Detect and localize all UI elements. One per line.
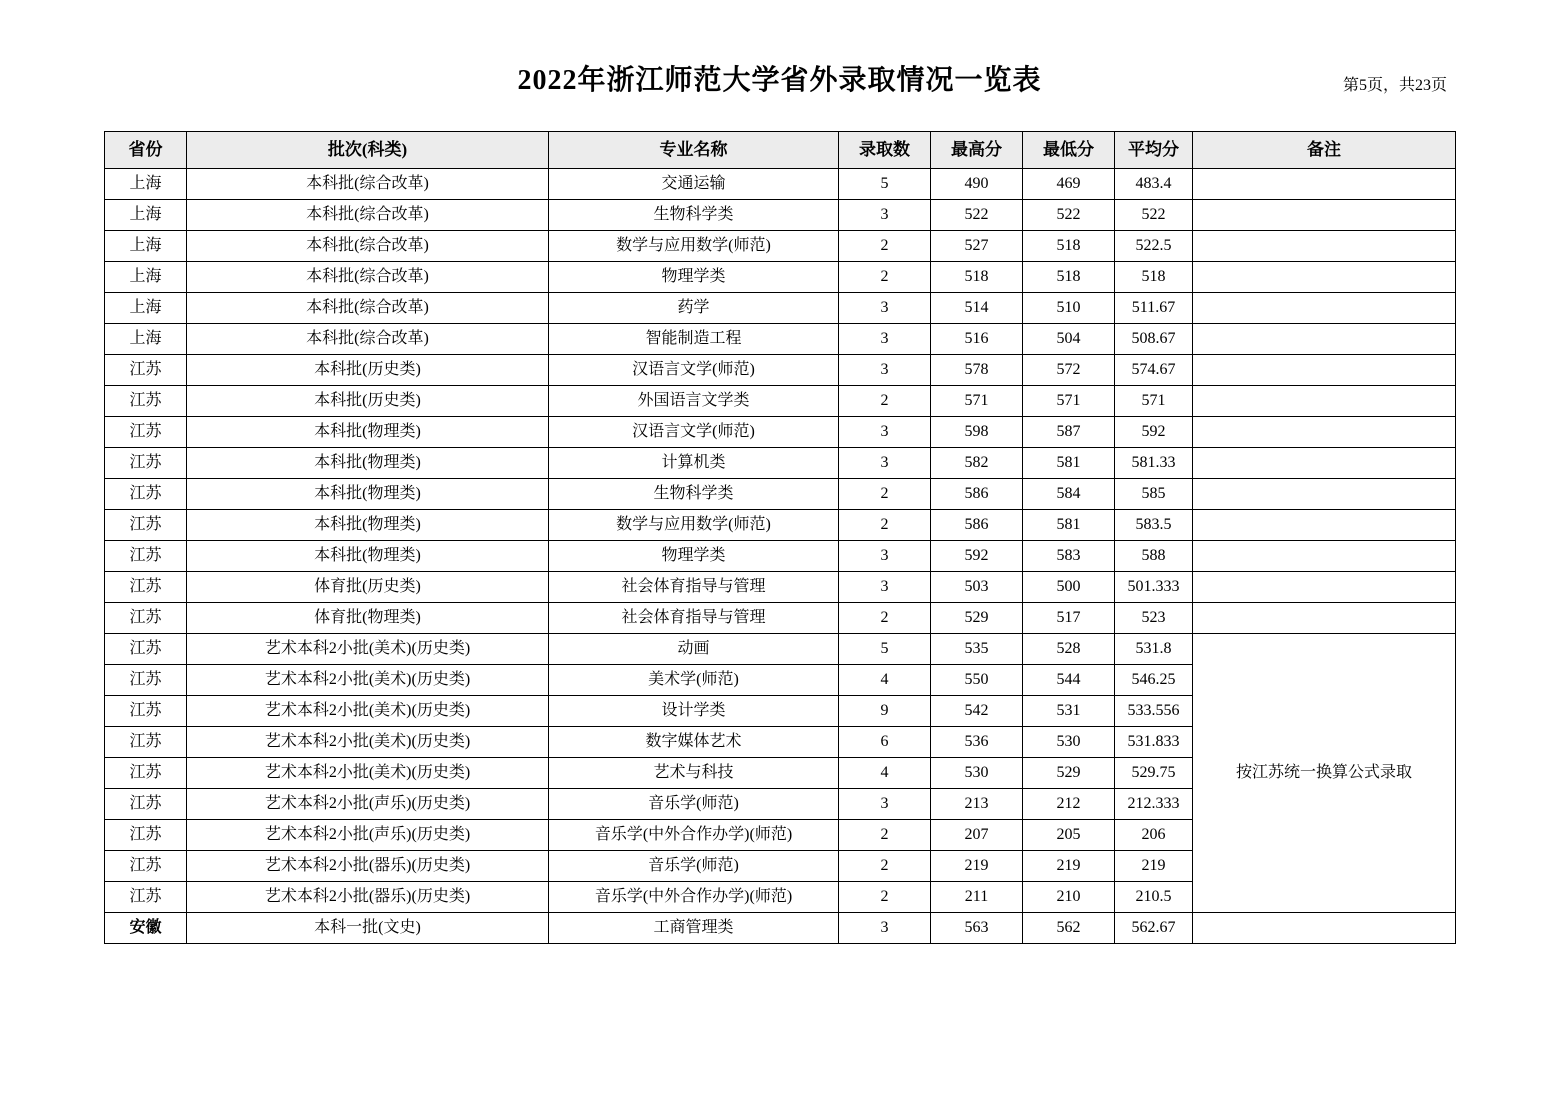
cell-batch: 本科批(综合改革) bbox=[187, 231, 549, 262]
cell-avg-score: 219 bbox=[1115, 851, 1193, 882]
cell-batch: 艺术本科2小批(器乐)(历史类) bbox=[187, 882, 549, 913]
cell-major: 智能制造工程 bbox=[549, 324, 839, 355]
cell-major: 社会体育指导与管理 bbox=[549, 603, 839, 634]
cell-max-score: 535 bbox=[931, 634, 1023, 665]
cell-count: 3 bbox=[839, 355, 931, 386]
cell-max-score: 592 bbox=[931, 541, 1023, 572]
cell-avg-score: 583.5 bbox=[1115, 510, 1193, 541]
column-header-note: 备注 bbox=[1193, 132, 1456, 169]
cell-avg-score: 588 bbox=[1115, 541, 1193, 572]
cell-max-score: 516 bbox=[931, 324, 1023, 355]
table-row bbox=[105, 262, 1456, 293]
cell-max-score: 586 bbox=[931, 479, 1023, 510]
column-header-major: 专业名称 bbox=[549, 132, 839, 169]
cell-batch: 艺术本科2小批(美术)(历史类) bbox=[187, 696, 549, 727]
cell-province: 江苏 bbox=[105, 603, 187, 634]
cell-avg-score: 518 bbox=[1115, 262, 1193, 293]
cell-province: 江苏 bbox=[105, 355, 187, 386]
cell-major: 物理学类 bbox=[549, 541, 839, 572]
cell-max-score: 563 bbox=[931, 913, 1023, 944]
column-header-min-score: 最低分 bbox=[1023, 132, 1115, 169]
cell-batch: 本科一批(文史) bbox=[187, 913, 549, 944]
cell-province: 江苏 bbox=[105, 851, 187, 882]
cell-avg-score: 546.25 bbox=[1115, 665, 1193, 696]
cell-batch: 本科批(综合改革) bbox=[187, 293, 549, 324]
cell-max-score: 207 bbox=[931, 820, 1023, 851]
cell-major: 生物科学类 bbox=[549, 200, 839, 231]
cell-note bbox=[1193, 417, 1456, 448]
cell-avg-score: 501.333 bbox=[1115, 572, 1193, 603]
cell-batch: 本科批(物理类) bbox=[187, 479, 549, 510]
table-row bbox=[105, 541, 1456, 572]
cell-max-score: 550 bbox=[931, 665, 1023, 696]
cell-max-score: 213 bbox=[931, 789, 1023, 820]
cell-batch: 体育批(历史类) bbox=[187, 572, 549, 603]
cell-major: 数字媒体艺术 bbox=[549, 727, 839, 758]
cell-major: 音乐学(中外合作办学)(师范) bbox=[549, 820, 839, 851]
cell-batch: 体育批(物理类) bbox=[187, 603, 549, 634]
cell-major: 工商管理类 bbox=[549, 913, 839, 944]
cell-count: 3 bbox=[839, 913, 931, 944]
cell-count: 2 bbox=[839, 603, 931, 634]
cell-province: 江苏 bbox=[105, 386, 187, 417]
table-header-row bbox=[105, 132, 1456, 169]
cell-batch: 艺术本科2小批(声乐)(历史类) bbox=[187, 789, 549, 820]
cell-min-score: 531 bbox=[1023, 696, 1115, 727]
cell-max-score: 514 bbox=[931, 293, 1023, 324]
cell-count: 2 bbox=[839, 851, 931, 882]
cell-major: 音乐学(师范) bbox=[549, 789, 839, 820]
cell-count: 3 bbox=[839, 789, 931, 820]
table-row bbox=[105, 200, 1456, 231]
cell-min-score: 518 bbox=[1023, 231, 1115, 262]
cell-avg-score: 523 bbox=[1115, 603, 1193, 634]
cell-batch: 本科批(综合改革) bbox=[187, 169, 549, 200]
cell-province: 江苏 bbox=[105, 510, 187, 541]
cell-max-score: 527 bbox=[931, 231, 1023, 262]
cell-major: 美术学(师范) bbox=[549, 665, 839, 696]
cell-min-score: 205 bbox=[1023, 820, 1115, 851]
column-header-province: 省份 bbox=[105, 132, 187, 169]
table-row bbox=[105, 603, 1456, 634]
cell-min-score: 469 bbox=[1023, 169, 1115, 200]
cell-major: 设计学类 bbox=[549, 696, 839, 727]
cell-max-score: 503 bbox=[931, 572, 1023, 603]
cell-major: 药学 bbox=[549, 293, 839, 324]
cell-avg-score: 531.833 bbox=[1115, 727, 1193, 758]
cell-batch: 艺术本科2小批(美术)(历史类) bbox=[187, 727, 549, 758]
cell-note bbox=[1193, 479, 1456, 510]
cell-batch: 艺术本科2小批(美术)(历史类) bbox=[187, 665, 549, 696]
cell-major: 数学与应用数学(师范) bbox=[549, 510, 839, 541]
table-row bbox=[105, 417, 1456, 448]
column-header-avg-score: 平均分 bbox=[1115, 132, 1193, 169]
cell-min-score: 581 bbox=[1023, 448, 1115, 479]
cell-major: 汉语言文学(师范) bbox=[549, 417, 839, 448]
cell-count: 4 bbox=[839, 758, 931, 789]
cell-major: 数学与应用数学(师范) bbox=[549, 231, 839, 262]
cell-avg-score: 531.8 bbox=[1115, 634, 1193, 665]
cell-avg-score: 581.33 bbox=[1115, 448, 1193, 479]
cell-max-score: 219 bbox=[931, 851, 1023, 882]
cell-major: 音乐学(师范) bbox=[549, 851, 839, 882]
cell-batch: 艺术本科2小批(美术)(历史类) bbox=[187, 758, 549, 789]
cell-max-score: 578 bbox=[931, 355, 1023, 386]
cell-min-score: 522 bbox=[1023, 200, 1115, 231]
cell-count: 5 bbox=[839, 169, 931, 200]
cell-avg-score: 533.556 bbox=[1115, 696, 1193, 727]
cell-avg-score: 571 bbox=[1115, 386, 1193, 417]
cell-max-score: 571 bbox=[931, 386, 1023, 417]
cell-min-score: 544 bbox=[1023, 665, 1115, 696]
cell-major: 外国语言文学类 bbox=[549, 386, 839, 417]
cell-major: 社会体育指导与管理 bbox=[549, 572, 839, 603]
cell-note bbox=[1193, 231, 1456, 262]
table-row bbox=[105, 572, 1456, 603]
cell-min-score: 212 bbox=[1023, 789, 1115, 820]
admission-table bbox=[104, 131, 1456, 944]
cell-count: 2 bbox=[839, 479, 931, 510]
cell-min-score: 571 bbox=[1023, 386, 1115, 417]
cell-max-score: 530 bbox=[931, 758, 1023, 789]
page-number: 第5页，共23页 bbox=[1342, 77, 1447, 94]
cell-avg-score: 562.67 bbox=[1115, 913, 1193, 944]
cell-max-score: 536 bbox=[931, 727, 1023, 758]
cell-province: 上海 bbox=[105, 324, 187, 355]
cell-note bbox=[1193, 913, 1456, 944]
cell-count: 3 bbox=[839, 200, 931, 231]
cell-major: 汉语言文学(师范) bbox=[549, 355, 839, 386]
cell-batch: 本科批(物理类) bbox=[187, 448, 549, 479]
cell-province: 上海 bbox=[105, 262, 187, 293]
column-header-max-score: 最高分 bbox=[931, 132, 1023, 169]
cell-avg-score: 574.67 bbox=[1115, 355, 1193, 386]
cell-province: 江苏 bbox=[105, 634, 187, 665]
cell-avg-score: 508.67 bbox=[1115, 324, 1193, 355]
cell-note bbox=[1193, 448, 1456, 479]
cell-min-score: 510 bbox=[1023, 293, 1115, 324]
cell-count: 9 bbox=[839, 696, 931, 727]
cell-province: 江苏 bbox=[105, 758, 187, 789]
cell-major: 音乐学(中外合作办学)(师范) bbox=[549, 882, 839, 913]
table-row bbox=[105, 634, 1456, 665]
cell-count: 3 bbox=[839, 572, 931, 603]
cell-avg-score: 212.333 bbox=[1115, 789, 1193, 820]
page-title: 2022年浙江师范大学省外录取情况一览表 bbox=[517, 65, 1042, 96]
cell-batch: 本科批(历史类) bbox=[187, 386, 549, 417]
cell-count: 3 bbox=[839, 541, 931, 572]
cell-province: 江苏 bbox=[105, 417, 187, 448]
cell-note bbox=[1193, 355, 1456, 386]
cell-batch: 本科批(物理类) bbox=[187, 541, 549, 572]
cell-province: 江苏 bbox=[105, 727, 187, 758]
cell-count: 5 bbox=[839, 634, 931, 665]
table-row bbox=[105, 510, 1456, 541]
cell-note bbox=[1193, 541, 1456, 572]
cell-note bbox=[1193, 386, 1456, 417]
cell-max-score: 582 bbox=[931, 448, 1023, 479]
table-row bbox=[105, 479, 1456, 510]
cell-major: 生物科学类 bbox=[549, 479, 839, 510]
cell-count: 3 bbox=[839, 417, 931, 448]
cell-batch: 艺术本科2小批(声乐)(历史类) bbox=[187, 820, 549, 851]
cell-count: 2 bbox=[839, 882, 931, 913]
cell-avg-score: 592 bbox=[1115, 417, 1193, 448]
cell-min-score: 581 bbox=[1023, 510, 1115, 541]
cell-count: 2 bbox=[839, 386, 931, 417]
cell-max-score: 211 bbox=[931, 882, 1023, 913]
cell-min-score: 587 bbox=[1023, 417, 1115, 448]
cell-batch: 本科批(物理类) bbox=[187, 417, 549, 448]
cell-province: 上海 bbox=[105, 231, 187, 262]
cell-avg-score: 210.5 bbox=[1115, 882, 1193, 913]
cell-batch: 艺术本科2小批(美术)(历史类) bbox=[187, 634, 549, 665]
cell-batch: 本科批(综合改革) bbox=[187, 200, 549, 231]
cell-major: 动画 bbox=[549, 634, 839, 665]
cell-min-score: 530 bbox=[1023, 727, 1115, 758]
cell-batch: 本科批(物理类) bbox=[187, 510, 549, 541]
cell-province: 上海 bbox=[105, 293, 187, 324]
cell-max-score: 598 bbox=[931, 417, 1023, 448]
table-row bbox=[105, 169, 1456, 200]
cell-note: 按江苏统一换算公式录取 bbox=[1193, 634, 1456, 913]
table-row bbox=[105, 324, 1456, 355]
cell-province: 江苏 bbox=[105, 789, 187, 820]
cell-major: 计算机类 bbox=[549, 448, 839, 479]
cell-max-score: 542 bbox=[931, 696, 1023, 727]
cell-min-score: 517 bbox=[1023, 603, 1115, 634]
cell-major: 物理学类 bbox=[549, 262, 839, 293]
cell-province: 上海 bbox=[105, 200, 187, 231]
cell-count: 3 bbox=[839, 324, 931, 355]
table-row bbox=[105, 386, 1456, 417]
table-row bbox=[105, 448, 1456, 479]
cell-note bbox=[1193, 510, 1456, 541]
cell-avg-score: 585 bbox=[1115, 479, 1193, 510]
cell-batch: 本科批(综合改革) bbox=[187, 324, 549, 355]
cell-max-score: 522 bbox=[931, 200, 1023, 231]
cell-note bbox=[1193, 324, 1456, 355]
column-header-batch: 批次(科类) bbox=[187, 132, 549, 169]
cell-avg-score: 529.75 bbox=[1115, 758, 1193, 789]
cell-major: 交通运输 bbox=[549, 169, 839, 200]
cell-count: 3 bbox=[839, 293, 931, 324]
cell-province: 安徽 bbox=[105, 913, 187, 944]
cell-count: 4 bbox=[839, 665, 931, 696]
cell-max-score: 490 bbox=[931, 169, 1023, 200]
cell-min-score: 528 bbox=[1023, 634, 1115, 665]
cell-province: 江苏 bbox=[105, 665, 187, 696]
cell-count: 2 bbox=[839, 820, 931, 851]
cell-province: 江苏 bbox=[105, 448, 187, 479]
cell-min-score: 572 bbox=[1023, 355, 1115, 386]
cell-count: 3 bbox=[839, 448, 931, 479]
cell-count: 2 bbox=[839, 231, 931, 262]
table-row bbox=[105, 293, 1456, 324]
cell-count: 6 bbox=[839, 727, 931, 758]
cell-batch: 本科批(历史类) bbox=[187, 355, 549, 386]
cell-avg-score: 483.4 bbox=[1115, 169, 1193, 200]
cell-max-score: 529 bbox=[931, 603, 1023, 634]
cell-batch: 艺术本科2小批(器乐)(历史类) bbox=[187, 851, 549, 882]
cell-note bbox=[1193, 169, 1456, 200]
cell-min-score: 562 bbox=[1023, 913, 1115, 944]
cell-province: 江苏 bbox=[105, 479, 187, 510]
cell-min-score: 219 bbox=[1023, 851, 1115, 882]
cell-note bbox=[1193, 200, 1456, 231]
cell-avg-score: 206 bbox=[1115, 820, 1193, 851]
cell-note bbox=[1193, 262, 1456, 293]
cell-major: 艺术与科技 bbox=[549, 758, 839, 789]
column-header-count: 录取数 bbox=[839, 132, 931, 169]
cell-avg-score: 511.67 bbox=[1115, 293, 1193, 324]
cell-note bbox=[1193, 603, 1456, 634]
title-area bbox=[0, 0, 1559, 96]
cell-province: 江苏 bbox=[105, 541, 187, 572]
cell-min-score: 210 bbox=[1023, 882, 1115, 913]
cell-province: 江苏 bbox=[105, 820, 187, 851]
cell-min-score: 518 bbox=[1023, 262, 1115, 293]
cell-avg-score: 522 bbox=[1115, 200, 1193, 231]
cell-min-score: 504 bbox=[1023, 324, 1115, 355]
table-row bbox=[105, 913, 1456, 944]
cell-note bbox=[1193, 572, 1456, 603]
cell-max-score: 518 bbox=[931, 262, 1023, 293]
table-body bbox=[105, 169, 1456, 944]
cell-max-score: 586 bbox=[931, 510, 1023, 541]
cell-min-score: 584 bbox=[1023, 479, 1115, 510]
table-row bbox=[105, 231, 1456, 262]
cell-province: 江苏 bbox=[105, 882, 187, 913]
cell-province: 江苏 bbox=[105, 572, 187, 603]
cell-note bbox=[1193, 293, 1456, 324]
cell-batch: 本科批(综合改革) bbox=[187, 262, 549, 293]
cell-min-score: 500 bbox=[1023, 572, 1115, 603]
cell-province: 江苏 bbox=[105, 696, 187, 727]
table-header bbox=[105, 132, 1456, 169]
cell-min-score: 583 bbox=[1023, 541, 1115, 572]
cell-count: 2 bbox=[839, 510, 931, 541]
cell-min-score: 529 bbox=[1023, 758, 1115, 789]
cell-province: 上海 bbox=[105, 169, 187, 200]
cell-avg-score: 522.5 bbox=[1115, 231, 1193, 262]
table-row bbox=[105, 355, 1456, 386]
cell-count: 2 bbox=[839, 262, 931, 293]
